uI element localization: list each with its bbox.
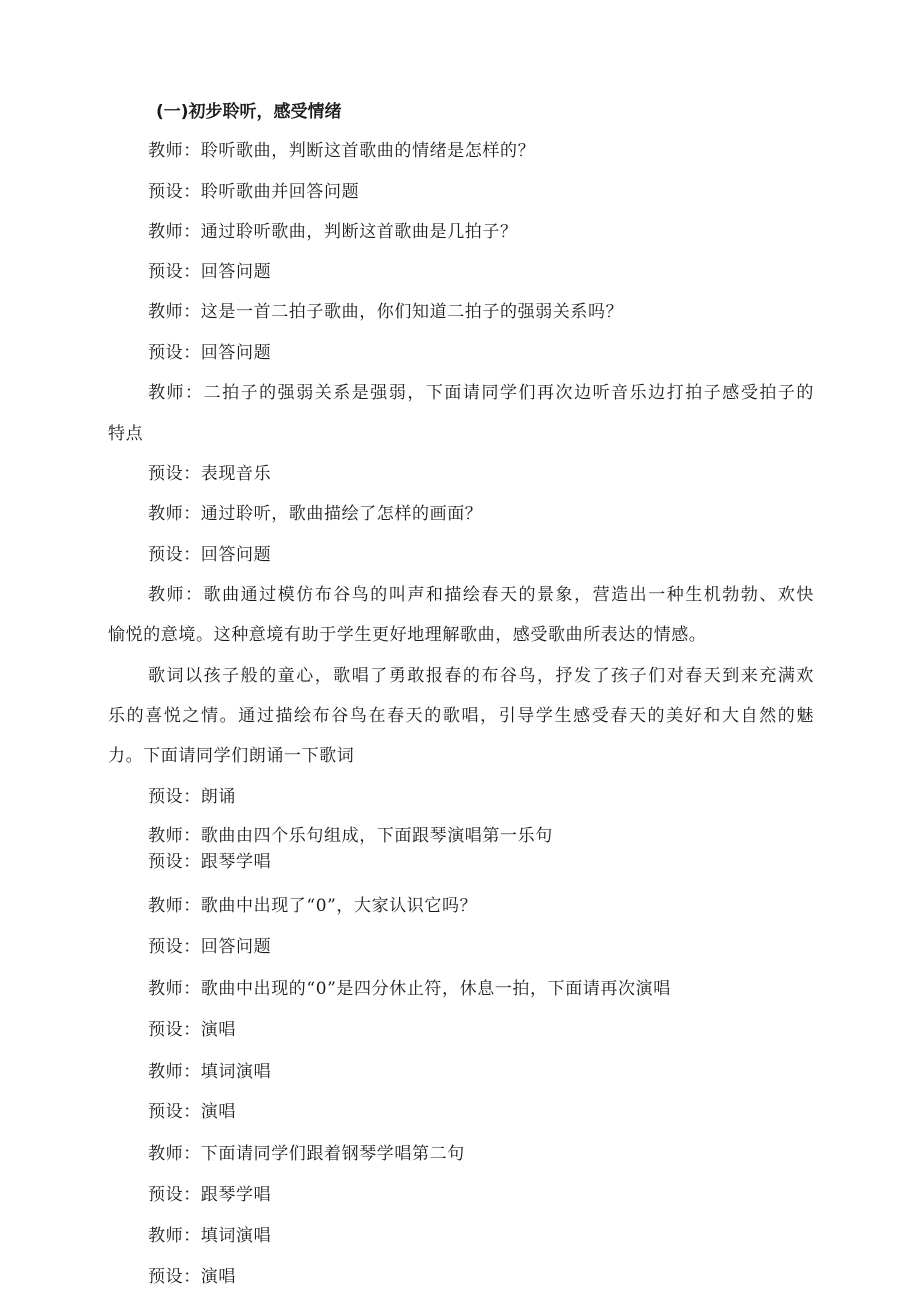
text-line: 预设：跟琴学唱 xyxy=(148,1185,272,1205)
text-line: 乐的喜悦之情。通过描绘布谷鸟在春天的歌唱，引导学生感受春天的美好和大自然的魅 xyxy=(108,706,814,726)
text-line: 预设：演唱 xyxy=(148,1102,236,1122)
text-line: 预设：回答问题 xyxy=(148,937,272,957)
text-line: 力。下面请同学们朗诵一下歌词 xyxy=(108,746,355,766)
text-line: 教师：聆听歌曲，判断这首歌曲的情绪是怎样的？ xyxy=(148,141,536,161)
text-line: 教师：歌曲中出现的“0”是四分休止符，休息一拍，下面请再次演唱 xyxy=(148,979,671,999)
text-line: 教师：通过聆听歌曲，判断这首歌曲是几拍子？ xyxy=(148,222,518,242)
text-line: 教师：填词演唱 xyxy=(148,1062,272,1082)
text-line: 预设：跟琴学唱 xyxy=(148,852,272,872)
text-line: 教师：通过聆听，歌曲描绘了怎样的画面？ xyxy=(148,504,483,524)
text-line: 预设：聆听歌曲并回答问题 xyxy=(148,182,360,202)
text-line: 预设：回答问题 xyxy=(148,262,272,282)
text-line: 特点 xyxy=(108,424,144,444)
text-line: 预设：表现音乐 xyxy=(148,464,272,484)
text-line: 预设：演唱 xyxy=(148,1267,236,1287)
text-line: 愉悦的意境。这种意境有助于学生更好地理解歌曲，感受歌曲所表达的情感。 xyxy=(108,625,707,645)
text-line: 预设：回答问题 xyxy=(148,343,272,363)
text-line: 教师：歌曲中出现了“0”，大家认识它吗？ xyxy=(148,896,478,916)
text-line: 预设：朗诵 xyxy=(148,787,236,807)
text-line: 教师：歌曲由四个乐句组成，下面跟琴演唱第一乐句 xyxy=(148,826,553,846)
text-line: 教师：二拍子的强弱关系是强弱，下面请同学们再次边听音乐边打拍子感受拍子的 xyxy=(148,383,814,403)
text-line: 预设：回答问题 xyxy=(148,545,272,565)
section-heading: (一)初步聆听，感受情绪 xyxy=(156,102,342,122)
text-line: 预设：演唱 xyxy=(148,1020,236,1040)
text-line: 教师：歌曲通过模仿布谷鸟的叫声和描绘春天的景象，营造出一种生机勃勃、欢快 xyxy=(148,585,814,605)
text-line: 歌词以孩子般的童心，歌唱了勇敢报春的布谷鸟，抒发了孩子们对春天到来充满欢 xyxy=(148,666,814,686)
text-line: 教师：填词演唱 xyxy=(148,1226,272,1246)
text-line: 教师：这是一首二拍子歌曲，你们知道二拍子的强弱关系吗？ xyxy=(148,302,624,322)
text-line: 教师：下面请同学们跟着钢琴学唱第二句 xyxy=(148,1144,465,1164)
